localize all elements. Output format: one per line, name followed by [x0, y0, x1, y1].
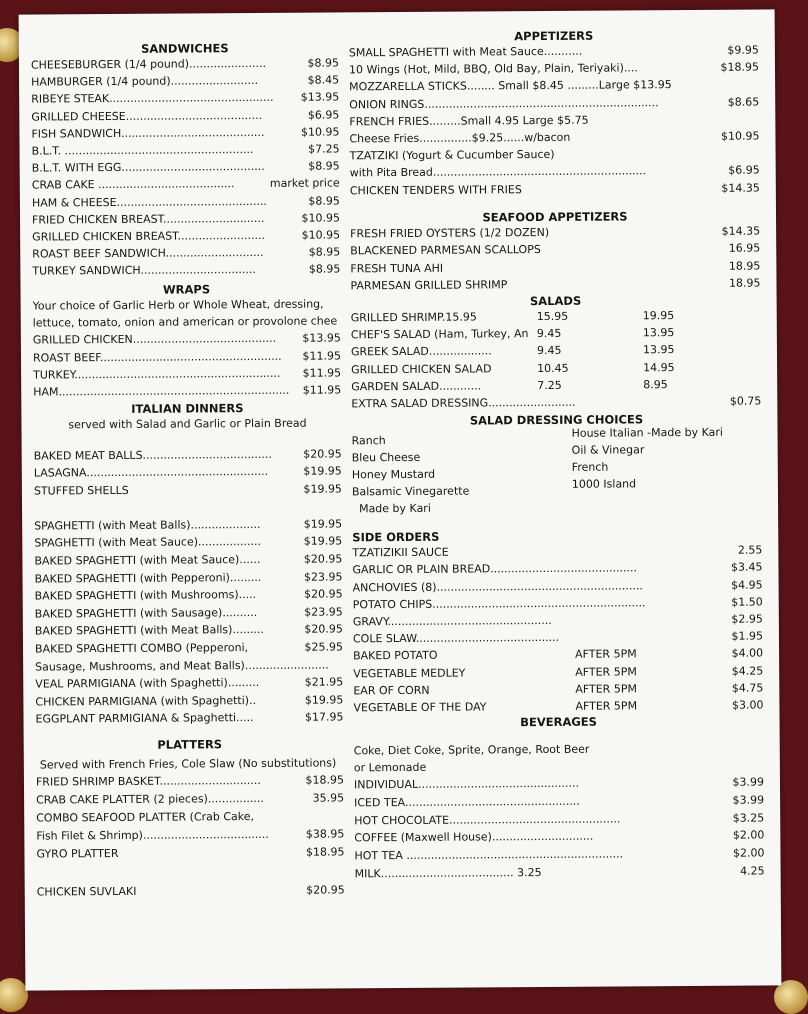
- item-price: $14.35: [721, 180, 760, 195]
- menu-item: [31, 123, 339, 142]
- item-name: GRILLED SHRIMP.15.95: [350, 310, 477, 325]
- item-availability: AFTER 5PM: [575, 664, 637, 679]
- beverages-note: or Lemonade: [353, 760, 427, 775]
- menu-item: [31, 106, 339, 125]
- dressing-option: House Italian -Made by Kari: [571, 425, 723, 440]
- item-name: B.L.T. ......................................................: [31, 142, 254, 158]
- item-price: $19.95: [304, 693, 344, 707]
- item-price: $3.99: [732, 793, 765, 807]
- section-title-platters: PLATTERS: [157, 737, 223, 752]
- item-price: $19.95: [303, 481, 342, 496]
- item-price: $7.25: [308, 142, 340, 156]
- sandwiches-list: [31, 54, 341, 280]
- item-price: $38.95: [305, 827, 345, 841]
- section-title-appetizers: APPETIZERS: [514, 28, 594, 44]
- item-name: RIBEYE STEAK...............................................: [31, 91, 274, 106]
- item-price: $10.95: [301, 211, 341, 225]
- italian-list: [34, 515, 343, 728]
- item-price: $8.95: [308, 193, 340, 208]
- menu-item: [350, 179, 760, 199]
- item-price: $4.75: [731, 681, 764, 695]
- item-name: VEAL PARMIGIANA (with Spaghetti).........: [35, 676, 260, 691]
- item-name: 10 Wings (Hot, Mild, BBQ, Old Bay, Plain, Teriyaki)....: [348, 61, 638, 77]
- platters-list: [36, 771, 345, 863]
- menu-item: [31, 89, 339, 108]
- section-title-salads: SALADS: [529, 293, 582, 309]
- item-price-large: 13.95: [642, 343, 675, 357]
- dressing-option: 1000 Island: [571, 477, 637, 491]
- item-name: CHEF'S SALAD (Ham, Turkey, An: [350, 327, 529, 342]
- item-price: $18.95: [305, 845, 345, 859]
- item-price: $6.95: [728, 163, 760, 178]
- item-price: $2.00: [732, 828, 765, 843]
- dressing-option: Balsamic Vinegarette: [351, 484, 470, 499]
- item-name: CHICKEN TENDERS WITH FRIES: [349, 182, 522, 197]
- item-price: $1.50: [731, 595, 763, 609]
- item-name: BAKED SPAGHETTI (with Pepperoni).........: [34, 570, 262, 586]
- wraps-note: lettuce, tomato, onion and american or provolone chee: [32, 314, 338, 330]
- item-name: FISH SANDWICH.........................................: [31, 125, 265, 141]
- item-price: $20.95: [304, 587, 343, 601]
- item-price-large: 14.95: [643, 360, 675, 374]
- item-name: TZATIZIKII SAUCE: [352, 545, 449, 560]
- item-name: COLE SLAW.........................................: [352, 631, 560, 646]
- item-name: COFFEE (Maxwell House).............................: [354, 830, 594, 845]
- item-price: $11.95: [302, 349, 342, 363]
- item-availability: AFTER 5PM: [575, 682, 637, 696]
- dressing-option: Made by Kari: [352, 501, 431, 516]
- dressing-option: Honey Mustard: [351, 467, 436, 482]
- item-price: $4.00: [731, 646, 764, 661]
- item-name: CHICKEN PARMIGIANA (with Spaghetti)..: [35, 693, 257, 709]
- item-price: 35.95: [312, 791, 345, 805]
- wraps-list: [33, 330, 341, 401]
- item-name: BAKED SPAGHETTI (with Meat Sauce)......: [34, 552, 261, 568]
- item-name: EGGPLANT PARMIGIANA & Spaghetti.....: [35, 711, 254, 726]
- item-name: BAKED SPAGHETTI (with Meat Balls).........: [34, 623, 264, 638]
- item-name: BAKED SPAGHETTI (with Sausage)..........: [34, 605, 258, 621]
- item-name: ROAST BEEF SANDWICH............................: [32, 246, 264, 261]
- menu-item: [351, 392, 761, 412]
- item-name: GRILLED CHICKEN SALAD: [351, 361, 492, 376]
- item-price: $13.95: [302, 331, 341, 346]
- item-price: $3.45: [730, 560, 763, 575]
- beverages-list: [354, 774, 765, 884]
- italian-note: served with Salad and Garlic or Plain Bread: [68, 416, 307, 432]
- menu-item: [34, 480, 342, 499]
- menu-item: [34, 446, 342, 465]
- item-name: SMALL SPAGHETTI with Meat Sauce...........: [348, 44, 583, 60]
- italian-list: [34, 446, 342, 500]
- item-name: FRENCH FRIES.........Small 4.95 Large $5.75: [349, 113, 589, 129]
- item-name: EXTRA SALAD DRESSING.........................: [351, 395, 576, 411]
- menu-item: [32, 261, 340, 280]
- menu-item: [32, 209, 340, 228]
- item-price-large: 13.95: [642, 326, 675, 340]
- dressings-right: [571, 424, 723, 493]
- item-price: $3.25: [732, 811, 765, 825]
- menu-item: [350, 275, 760, 295]
- item-price: $18.95: [720, 60, 760, 74]
- menu-item: [35, 709, 343, 729]
- salads-list: [351, 307, 762, 396]
- item-name: LASAGNA....................................................: [33, 465, 269, 480]
- item-price: $14.35: [721, 224, 761, 238]
- item-availability: AFTER 5PM: [575, 699, 638, 713]
- section-title-sandwiches: SANDWICHES: [141, 41, 229, 56]
- item-price: 18.95: [728, 259, 761, 273]
- item-price: $25.95: [304, 640, 344, 654]
- item-name: B.L.T. WITH EGG.........................................: [31, 160, 265, 175]
- menu-item: [35, 621, 343, 641]
- item-name: SPAGHETTI (with Meat Sauce)..................: [34, 535, 261, 550]
- dressing-option: Oil & Vinegar: [571, 443, 645, 457]
- item-name: with Pita Bread.............................................................: [349, 164, 647, 180]
- item-name: CRAB CAKE PLATTER (2 pieces)................: [36, 791, 264, 807]
- menu-item: [34, 568, 342, 588]
- menu-item: [31, 140, 339, 159]
- menu-item: [32, 158, 340, 177]
- item-name: BAKED MEAT BALLS.....................................: [33, 448, 272, 463]
- item-name: FRIED CHICKEN BREAST.............................: [31, 211, 265, 227]
- item-name: GRILLED CHICKEN BREAST.........................: [32, 228, 266, 244]
- item-price: $11.95: [302, 366, 342, 380]
- menu-sheet: [19, 9, 782, 990]
- menu-item: [36, 771, 344, 791]
- item-price: $2.00: [732, 846, 765, 860]
- item-price: $3.00: [731, 698, 764, 712]
- item-price: $10.95: [720, 129, 760, 143]
- item-price-small: 9.45: [536, 327, 562, 341]
- item-name: VEGETABLE MEDLEY: [353, 666, 466, 680]
- item-price: $10.95: [301, 228, 341, 242]
- item-name: ICED TEA..................................................: [354, 794, 580, 810]
- menu-item: [36, 789, 344, 809]
- item-name: HOT TEA ..............................................................: [354, 847, 624, 863]
- item-price: $23.95: [304, 605, 343, 619]
- item-price: 4.25: [740, 864, 765, 878]
- item-name: Fish Filet & Shrimp)....................................: [36, 827, 269, 843]
- item-name: CRAB CAKE .......................................: [31, 177, 235, 192]
- item-price: $20.95: [304, 622, 343, 636]
- item-price: $20.95: [303, 552, 343, 566]
- item-name: GRILLED CHEESE.......................................: [31, 108, 263, 124]
- item-name: ONION RINGS...................................................................: [349, 95, 659, 111]
- item-name: POTATO CHIPS.............................................................: [352, 596, 646, 612]
- dressings-block: [351, 425, 763, 525]
- item-price-large: 8.95: [643, 377, 668, 392]
- menu-item: [32, 243, 340, 262]
- item-price: 18.95: [728, 276, 761, 291]
- item-price-small: 7.25: [537, 378, 562, 392]
- item-price-small: 9.45: [536, 344, 562, 358]
- menu-item: [31, 54, 339, 73]
- menu-item: [34, 463, 342, 482]
- item-name: GARLIC OR PLAIN BREAD..........................................: [352, 561, 638, 577]
- item-name: GRILLED CHICKEN.........................................: [32, 332, 277, 347]
- item-name: SPAGHETTI (with Meat Balls)....................: [34, 517, 261, 533]
- item-name: MILK...................................... 3.25: [354, 866, 542, 881]
- menu-item: [35, 603, 343, 623]
- sides-list: [352, 542, 763, 717]
- item-price: $8.45: [307, 73, 340, 87]
- menu-item: [33, 330, 341, 349]
- menu-item: [33, 347, 341, 366]
- section-title-dressings: SALAD DRESSING CHOICES: [469, 412, 644, 428]
- menu-item: [35, 638, 343, 658]
- item-name: GARDEN SALAD............: [351, 379, 482, 394]
- item-price: $19.95: [303, 534, 343, 549]
- menu-item: [35, 586, 343, 606]
- item-price: $1.95: [731, 629, 764, 643]
- section-title-seafood: SEAFOOD APPETIZERS: [482, 209, 628, 225]
- item-price: market price: [269, 176, 340, 191]
- item-name: Cheese Fries...............$9.25......w/bacon: [349, 130, 571, 146]
- item-name: ROAST BEEF....................................................: [32, 349, 282, 365]
- item-price: 16.95: [728, 241, 761, 255]
- item-name: GRAVY...............................................: [352, 613, 552, 629]
- menu-item: [34, 533, 342, 553]
- item-price: $8.95: [308, 159, 340, 173]
- item-name: INDIVIDUAL..............................................: [353, 776, 580, 792]
- wraps-note: Your choice of Garlic Herb or Whole Wheat, dressing,: [32, 297, 324, 313]
- menu-item: [355, 863, 765, 884]
- item-price: $19.95: [303, 517, 343, 531]
- dressing-option: Ranch: [351, 434, 386, 448]
- item-name: BLACKENED PARMESAN SCALLOPS: [350, 243, 541, 258]
- appetizers-list: [349, 41, 760, 199]
- item-price: $4.25: [731, 663, 764, 678]
- item-price: $8.65: [727, 95, 760, 109]
- menu-item: [34, 550, 342, 570]
- item-price: $13.95: [300, 90, 340, 105]
- item-name: BAKED SPAGHETTI (with Mushrooms).....: [34, 588, 257, 603]
- item-name: CHEESEBURGER (1/4 pound)......................: [30, 56, 266, 72]
- item-name: FRESH FRIED OYSTERS (1/2 DOZEN): [350, 225, 550, 241]
- item-name: EAR OF CORN: [353, 683, 430, 698]
- item-name: COMBO SEAFOOD PLATTER (Crab Cake,: [36, 809, 255, 825]
- item-name: GYRO PLATTER: [36, 846, 119, 861]
- item-price: $20.95: [306, 883, 345, 897]
- item-price-small: 10.45: [537, 361, 569, 375]
- item-name: Sausage, Mushrooms, and Meat Balls)........................: [35, 658, 329, 674]
- item-name: FRESH TUNA AHI: [350, 261, 444, 276]
- item-price: $8.95: [308, 262, 341, 276]
- corner-ornament: [0, 978, 28, 1012]
- item-name: HAM..................................................................: [33, 383, 290, 399]
- platters-note: Served with French Fries, Cole Slaw (No substitutions): [39, 756, 337, 772]
- item-price: $4.95: [731, 578, 763, 592]
- menu-item: [32, 175, 340, 194]
- item-price: $6.95: [307, 107, 340, 122]
- right-column: [349, 27, 765, 883]
- menu-item: [37, 881, 345, 900]
- item-name: HAMBURGER (1/4 pound).........................: [31, 74, 259, 89]
- item-price: $19.95: [303, 464, 342, 479]
- item-name: TZATZIKI (Yogurt & Cucumber Sauce): [349, 148, 555, 163]
- menu-item: [33, 381, 341, 400]
- item-price: $21.95: [304, 675, 344, 689]
- item-price: $8.95: [308, 245, 341, 259]
- item-name: PARMESAN GRILLED SHRIMP: [350, 278, 508, 293]
- item-name: TURKEY...........................................................: [33, 366, 281, 382]
- item-name: FRIED SHRIMP BASKET.............................: [35, 773, 261, 789]
- item-name: STUFFED SHELLS: [33, 483, 129, 498]
- item-availability: AFTER 5PM: [575, 647, 637, 662]
- menu-item: [36, 807, 344, 827]
- item-price: $0.75: [729, 394, 762, 408]
- item-name: ANCHOVIES (8)...........................................................: [352, 578, 643, 594]
- item-price: $11.95: [302, 383, 342, 397]
- item-name: BAKED SPAGHETTI COMBO (Pepperoni,: [34, 640, 249, 656]
- item-name: CHICKEN SUVLAKI: [36, 884, 137, 899]
- item-price: $9.95: [727, 43, 759, 57]
- section-title-sides: SIDE ORDERS: [352, 529, 440, 545]
- item-name: MOZZARELLA STICKS........ Small $8.45 .........Large $13.95: [349, 78, 672, 94]
- menu-item: [32, 192, 340, 211]
- menu-item: [35, 691, 343, 711]
- item-name: HOT CHOCOLATE.................................................: [354, 812, 621, 827]
- section-title-beverages: BEVERAGES: [520, 714, 597, 730]
- item-name: GREEK SALAD..................: [350, 344, 492, 359]
- item-price: $20.95: [303, 447, 342, 461]
- dressing-option: Bleu Cheese: [351, 451, 421, 465]
- menu-item: [33, 364, 341, 383]
- item-price-large: 19.95: [642, 309, 675, 323]
- menu-item: [36, 843, 344, 863]
- seafood-list: [350, 222, 760, 295]
- dressings-left: [352, 432, 470, 518]
- menu-item: [35, 673, 343, 693]
- menu-item: [353, 696, 763, 716]
- item-name: BAKED POTATO: [353, 649, 438, 663]
- item-price: $2.95: [731, 612, 763, 626]
- left-column: [31, 40, 345, 900]
- dressing-option: French: [571, 460, 609, 474]
- item-price-small: 15.95: [536, 309, 569, 324]
- item-price: $23.95: [303, 569, 343, 584]
- item-price: $17.95: [304, 710, 344, 724]
- section-title-italian: ITALIAN DINNERS: [131, 401, 244, 417]
- menu-item: [36, 825, 344, 845]
- item-name: HAM & CHEESE...........................................: [31, 194, 267, 210]
- menu-item: [35, 656, 343, 676]
- item-name: TURKEY SANDWICH.................................: [32, 263, 256, 278]
- item-price: $10.95: [300, 125, 340, 139]
- item-price: 2.55: [737, 543, 763, 557]
- section-title-wraps: WRAPS: [162, 282, 211, 298]
- item-price: $8.95: [307, 56, 339, 70]
- beverages-note: Coke, Diet Coke, Sprite, Orange, Root Beer: [353, 742, 590, 758]
- item-price: $3.99: [732, 775, 765, 789]
- menu-item: [31, 72, 339, 91]
- menu-item: [32, 226, 340, 245]
- item-name: VEGETABLE OF THE DAY: [353, 700, 487, 715]
- menu-item: [34, 515, 342, 535]
- item-price: $18.95: [305, 773, 344, 787]
